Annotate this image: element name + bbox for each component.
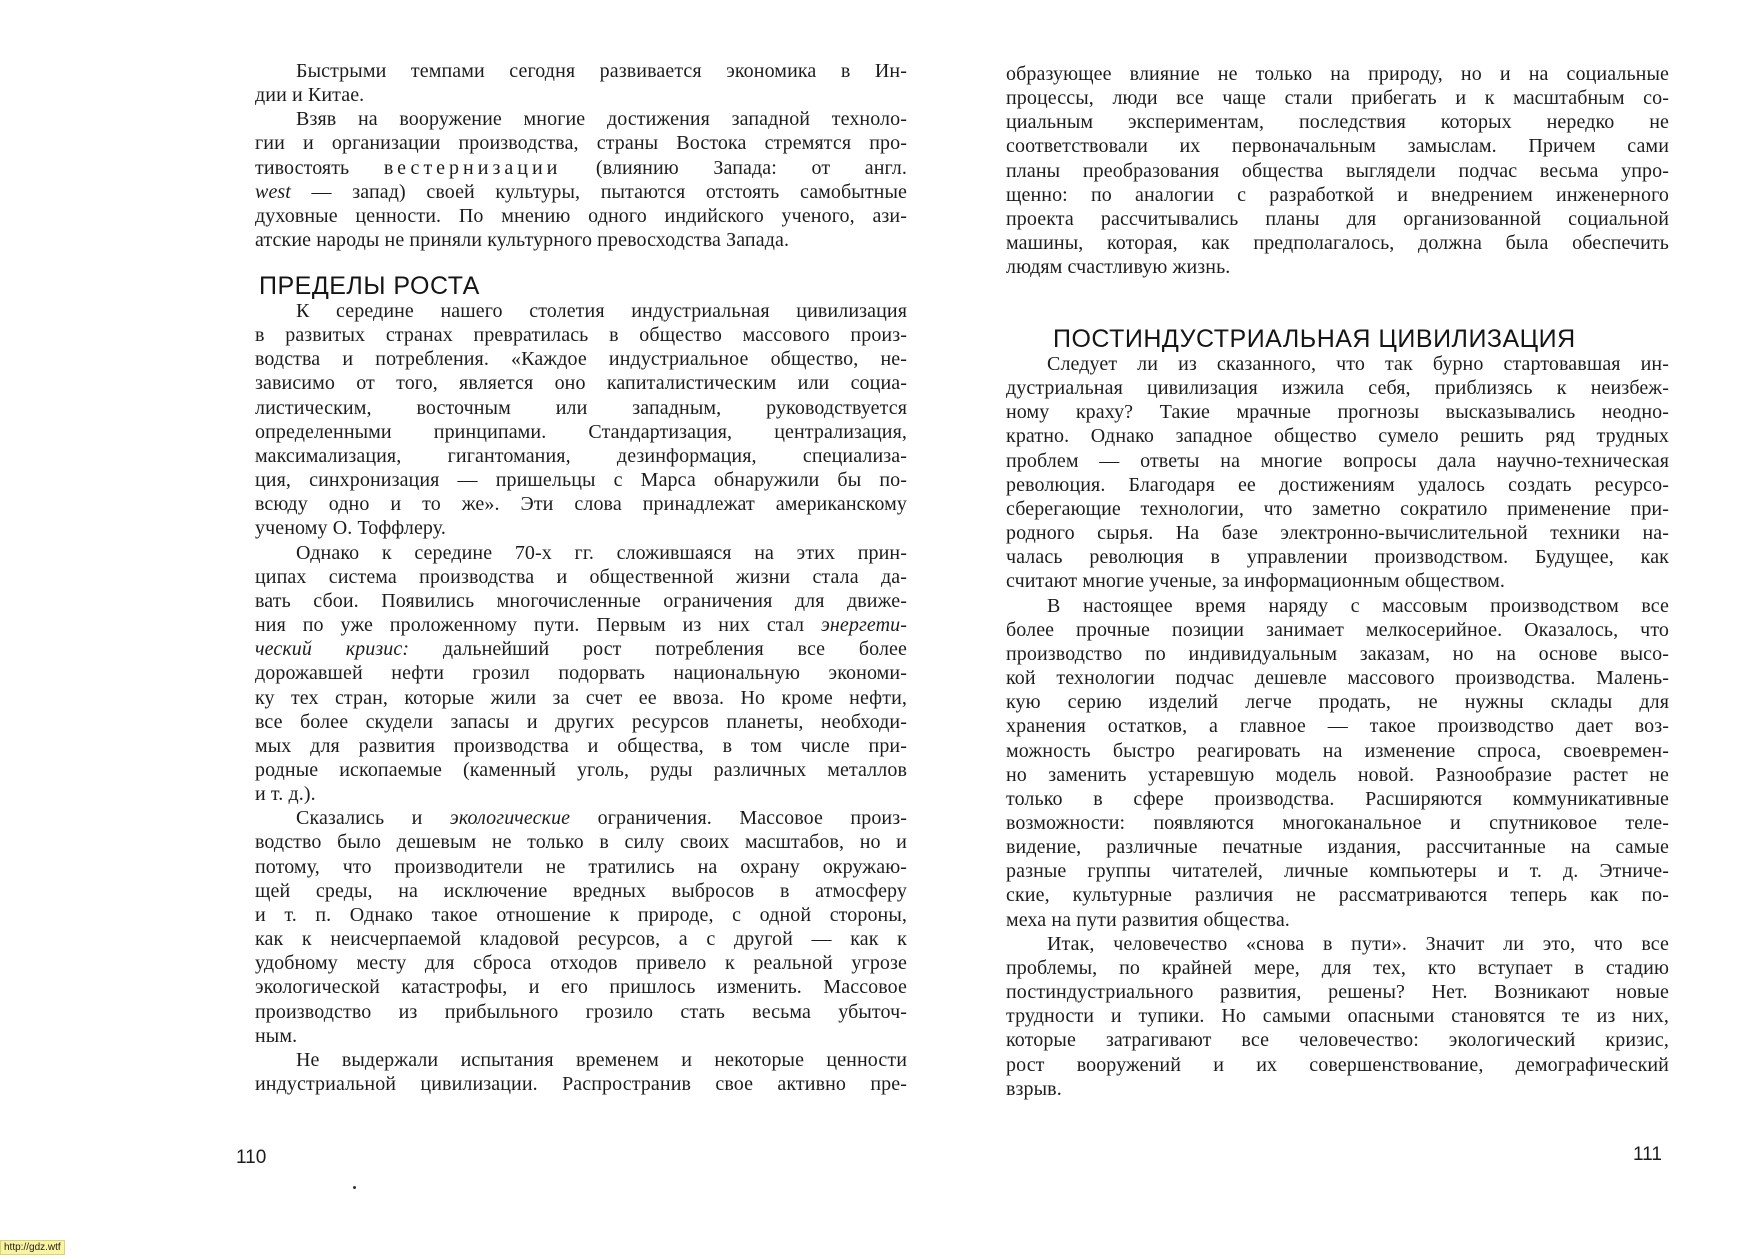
page-number-left: 110 <box>236 1147 267 1168</box>
section-heading: ПОСТИНДУСТРИАЛЬНАЯ ЦИВИЛИЗАЦИЯ <box>1053 325 1576 353</box>
paragraph: Сказались и экологические ограничения. Массовое произ- водство было дешевым не только в силу своих масштабов, но и потому, что производители не тратились на охрану окружаю- щей среды, на исключение вредных выбросов в атмосферу и т. п. Однако такое отношение к природе, с одной стороны, как к неисчерпаемой кладовой ресурсов, а с другой — как к удобному месту для сброса отходов привело к реальной угрозе экологической катастрофы, и его пришлось изменить. Массовое производство из прибыльного грозило стать весьма убыточ- ным. <box>255 807 907 1047</box>
paragraph: Следует ли из сказанного, что так бурно стартовавшая ин- дустриальная цивилизация изжила себя, приблизясь к неизбеж- ному краху? Такие мрачные прогнозы высказывались неодно- кратно. Однако западное общество сумело решить ряд трудных проблем — ответы на многие вопросы дала научно-техническая революция. Благодаря ее достижениям удалось создать ресурсо- сберегающие технологии, что заметно сократило применение при- родного сырья. На базе электронно-вычислительной техники на- чалась революция в управлении производством. Будущее, как считают многие ученые, за информационным обществом. <box>1006 353 1669 593</box>
paragraph: Быстрыми темпами сегодня развивается экономика в Ин- дии и Китае. <box>255 60 907 107</box>
page-number-right: 111 <box>1633 1144 1662 1165</box>
paragraph: Однако к середине 70-х гг. сложившаяся на этих прин- ципах система производства и общественной жизни стала да- вать сбои. Появились многочисленные ограничения для движе- ния по уже проложенному пути. Первым из них стал энергети- ческий кризис: дальнейший рост потребления все более дорожавшей нефти грозил подорвать национальную экономи- ку тех стран, которые жили за счет ее ввоза. Но кроме нефти, все более скудели запасы и других ресурсов планеты, необходи- мых для развития производства и общества, в том числе при- родные ископаемые (каменный уголь, руды различных металлов и т. д.). <box>255 541 908 806</box>
paragraph: Взяв на вооружение многие достижения западной техноло- гии и организации производства, страны Востока стремятся про- тивостоять вестернизации (влиянию Запада: от англ. west — запад) своей культуры, пытаются отстоять самобытные духовные ценности. По мнению одного индийского ученого, ази- атские народы не приняли культурного превосходства Запада. <box>255 108 907 252</box>
paragraph: К середине нашего столетия индустриальная цивилизация в развитых странах превратилась в общество массового произ- водства и потребления. «Каждое индустриальное общество, не- зависимо от того, является оно капиталистическим или социа- листическим, восточным или западным, руководствуется определенными принципами. Стандартизация, централизация, максимализация, гигантомания, дезинформация, специализа- ция, синхронизация — пришельцы с Марса обнаружили бы по- всюду одно и то же». Эти слова принадлежат американскому ученому О. Тоффлеру. <box>255 300 907 540</box>
paragraph: В настоящее время наряду с массовым производством все более прочные позиции занимает мелкосерийное. Оказалось, что производство по индивидуальным заказам, но на основе высо- кой технологии подчас дешевле массового производства. Малень- кую серию изделий легче продать, не нужны склады для хранения остатков, а главное — такое производство дает воз- можность быстро реагировать на изменение спроса, своевремен- но заменить устаревшую модель новой. Разнообразие растет не только в сфере производства. Расширяются коммуникативные возможности: появляются многоканальное и спутниковое теле- видение, различные печатные издания, рассчитанные на самые разные группы читателей, личные компьютеры и т. д. Этниче- ские, культурные различия не рассматриваются теперь как по- меха на пути развития общества. <box>1006 594 1669 931</box>
spaced-term: вестернизации <box>383 156 562 179</box>
scan-speck <box>353 1186 356 1189</box>
paragraph: Не выдержали испытания временем и некоторые ценности индустриальной цивилизации. Распространив свое активно пре- <box>255 1048 907 1095</box>
italic-term: west <box>255 180 291 203</box>
watermark-link[interactable]: http://gdz.wtf <box>0 1240 65 1255</box>
section-heading: ПРЕДЕЛЫ РОСТА <box>259 272 480 300</box>
paragraph: образующее влияние не только на природу, но и на социальные процессы, люди все чаще стали прибегать и к масштабным со- циальным экспериментам, последствия которых нередко не соответствовали их первоначальным замыслам. Причем сами планы преобразования общества выглядели подчас весьма упро- щенно: по аналогии с разработкой и внедрением инженерного проекта рассчитывались планы для организованной социальной машины, которая, как предполагалось, должна была обеспечить людям счастливую жизнь. <box>1006 63 1669 279</box>
paragraph: Итак, человечество «снова в пути». Значит ли это, что все проблемы, по крайней мере, для тех, кто вступает в стадию постиндустриального развития, решены? Нет. Возникают новые трудности и тупики. Но самыми опасными становятся те из них, которые затрагивают все человечество: экологический кризис, рост вооружений и их совершенствование, демографический взрыв. <box>1006 932 1669 1100</box>
